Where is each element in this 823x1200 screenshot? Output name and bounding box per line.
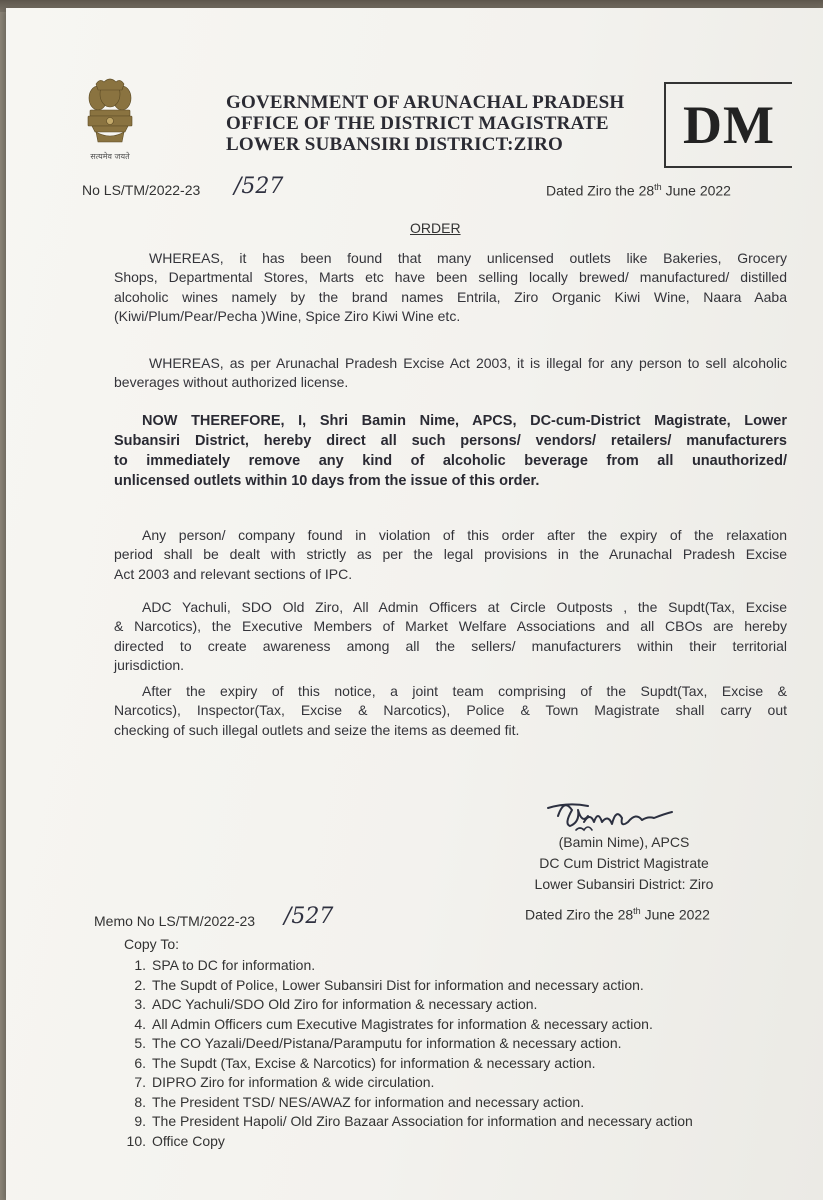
list-item-number: 9.: [134, 1113, 146, 1129]
list-item: [118, 1132, 693, 1152]
lion-capital-emblem-icon: [78, 76, 142, 152]
list-item-text: All Admin Officers cum Executive Magistrates for information & necessary action.: [152, 1015, 653, 1032]
handwritten-memo-number: /527: [284, 904, 334, 929]
list-item: [118, 1034, 693, 1054]
memo-date-prefix: Dated Ziro the 28: [525, 906, 634, 923]
order-date-suffix: June 2022: [661, 182, 731, 199]
memo-date-sup: th: [633, 906, 641, 916]
signatory-block: [504, 832, 744, 895]
order-reference-number: No LS/TM/2022-23: [82, 182, 201, 198]
paragraph-line: unlicensed outlets within 10 days from the issue of this order.: [114, 473, 540, 489]
list-item-number: 8.: [134, 1093, 146, 1110]
paragraph-line: to immediately remove any kind of alcoholic beverage from all unauthorized/: [114, 453, 787, 469]
memo-date-suffix: June 2022: [640, 906, 710, 923]
paragraph-line: & Narcotics), the Executive Members of Market Welfare Associations and all CBOs are hereby: [114, 618, 787, 635]
list-item: [118, 1073, 693, 1093]
letterhead-line-district: LOWER SUBANSIRI DISTRICT:ZIRO: [226, 134, 563, 155]
list-item-text: SPA to DC for information.: [152, 957, 316, 973]
list-item-text: The CO Yazali/Deed/Pistana/Paramputu for information & necessary action.: [152, 1035, 622, 1051]
list-item-number: 6.: [134, 1054, 146, 1071]
paragraph-line: ADC Yachuli, SDO Old Ziro, All Admin Officers at Circle Outposts , the Supdt(Tax, Excise: [142, 599, 787, 615]
paragraph-line: jurisdiction.: [114, 657, 185, 674]
letterhead: [226, 92, 624, 155]
paragraph-line: period shall be dealt with strictly as per the legal provisions in the Arunachal Pradesh Excise: [114, 546, 787, 563]
list-item-text: The Supdt (Tax, Excise & Narcotics) for information & necessary action.: [152, 1054, 596, 1071]
list-item-number: 1.: [134, 957, 146, 973]
paragraph-line: Any person/ company found in violation of this order after the expiry of the relaxation: [142, 527, 787, 543]
list-item-text: ADC Yachuli/SDO Old Ziro for information & necessary action.: [152, 996, 538, 1012]
list-item-number: 4.: [134, 1015, 146, 1032]
paragraph-line: Act 2003 and relevant sections of IPC.: [114, 565, 353, 582]
order-date-sup: th: [654, 182, 662, 192]
list-item: [118, 1112, 693, 1132]
paragraph-line: WHEREAS, it has been found that many unlicensed outlets like Bakeries, Grocery: [149, 250, 787, 266]
paragraph-line: Subansiri District, hereby direct all such persons/ vendors/ retailers/ manufacturers: [114, 433, 787, 449]
paragraph-whereas-unlicensed: [114, 249, 787, 327]
order-title: ORDER: [410, 220, 461, 236]
paragraph-line: NOW THEREFORE, I, Shri Bamin Nime, APCS, DC-cum-District Magistrate, Lower: [142, 413, 787, 429]
list-item-number: 10.: [126, 1132, 146, 1149]
list-item-text: The President Hapoli/ Old Ziro Bazaar Association for information and necessary action: [152, 1113, 693, 1129]
copy-distribution-list: [118, 956, 693, 1151]
paragraph-line: checking of such illegal outlets and seize the items as deemed fit.: [114, 721, 520, 738]
list-item: [118, 1093, 693, 1113]
list-item-number: 2.: [134, 976, 146, 993]
paragraph-awareness: [114, 598, 787, 676]
paragraph-line: Narcotics), Inspector(Tax, Excise & Narcotics), Police & Town Magistrate shall carry out: [114, 702, 787, 719]
list-item-number: 3.: [134, 996, 146, 1012]
list-item-text: Office Copy: [152, 1132, 225, 1149]
paragraph-line: beverages without authorized license.: [114, 374, 349, 391]
signatory-designation: DC Cum District Magistrate: [539, 855, 709, 871]
paragraph-line: alcoholic wines namely by the brand names Entrila, Ziro Organic Kiwi Wine, Naara Aaba: [114, 288, 787, 305]
dm-badge-text: DM: [683, 95, 775, 155]
paragraph-line: After the expiry of this notice, a joint team comprising of the Supdt(Tax, Excise &: [142, 683, 787, 699]
signatory-name: (Bamin Nime), APCS: [558, 834, 690, 850]
copy-to-label: Copy To:: [124, 936, 179, 952]
list-item: [118, 976, 693, 996]
list-item: [118, 956, 693, 976]
list-item-text: DIPRO Ziro for information & wide circulation.: [152, 1074, 435, 1090]
order-date: [546, 182, 731, 199]
list-item: [118, 995, 693, 1015]
signatory-office: Lower Subansiri District: Ziro: [534, 876, 714, 892]
paragraph-line: directed to create awareness among all the sellers/ manufacturers within their territorial: [114, 637, 787, 654]
memo-date: [525, 906, 710, 923]
list-item: [118, 1054, 693, 1074]
document-page: [6, 8, 823, 1200]
paragraph-line: Shops, Departmental Stores, Marts etc have been selling locally brewed/ manufactured/ distilled: [114, 269, 787, 286]
letterhead-line-office: OFFICE OF THE DISTRICT MAGISTRATE: [226, 113, 609, 134]
paragraph-joint-team: [114, 682, 787, 740]
handwritten-reference-number: /527: [234, 174, 284, 199]
list-item-text: The Supdt of Police, Lower Subansiri Dist for information and necessary action.: [152, 976, 644, 993]
memo-number: Memo No LS/TM/2022-23: [94, 913, 256, 929]
list-item: [118, 1015, 693, 1035]
order-date-prefix: Dated Ziro the 28: [546, 182, 655, 199]
letterhead-line-government: GOVERNMENT OF ARUNACHAL PRADESH: [226, 92, 625, 113]
emblem-motto: सत्यमेव जयते: [90, 152, 130, 161]
dm-badge: [664, 82, 792, 168]
paragraph-violation: [114, 526, 787, 584]
paragraph-now-therefore: [114, 411, 787, 491]
state-emblem: [78, 76, 142, 168]
paragraph-line: (Kiwi/Plum/Pear/Pecha )Wine, Spice Ziro Kiwi Wine etc.: [114, 308, 461, 325]
list-item-number: 5.: [134, 1035, 146, 1051]
paragraph-whereas-excise-act: [114, 354, 787, 393]
list-item-number: 7.: [134, 1074, 146, 1090]
paragraph-line: WHEREAS, as per Arunachal Pradesh Excise Act 2003, it is illegal for any person to sell alcoholic: [149, 355, 787, 371]
list-item-text: The President TSD/ NES/AWAZ for information and necessary action.: [152, 1093, 585, 1110]
